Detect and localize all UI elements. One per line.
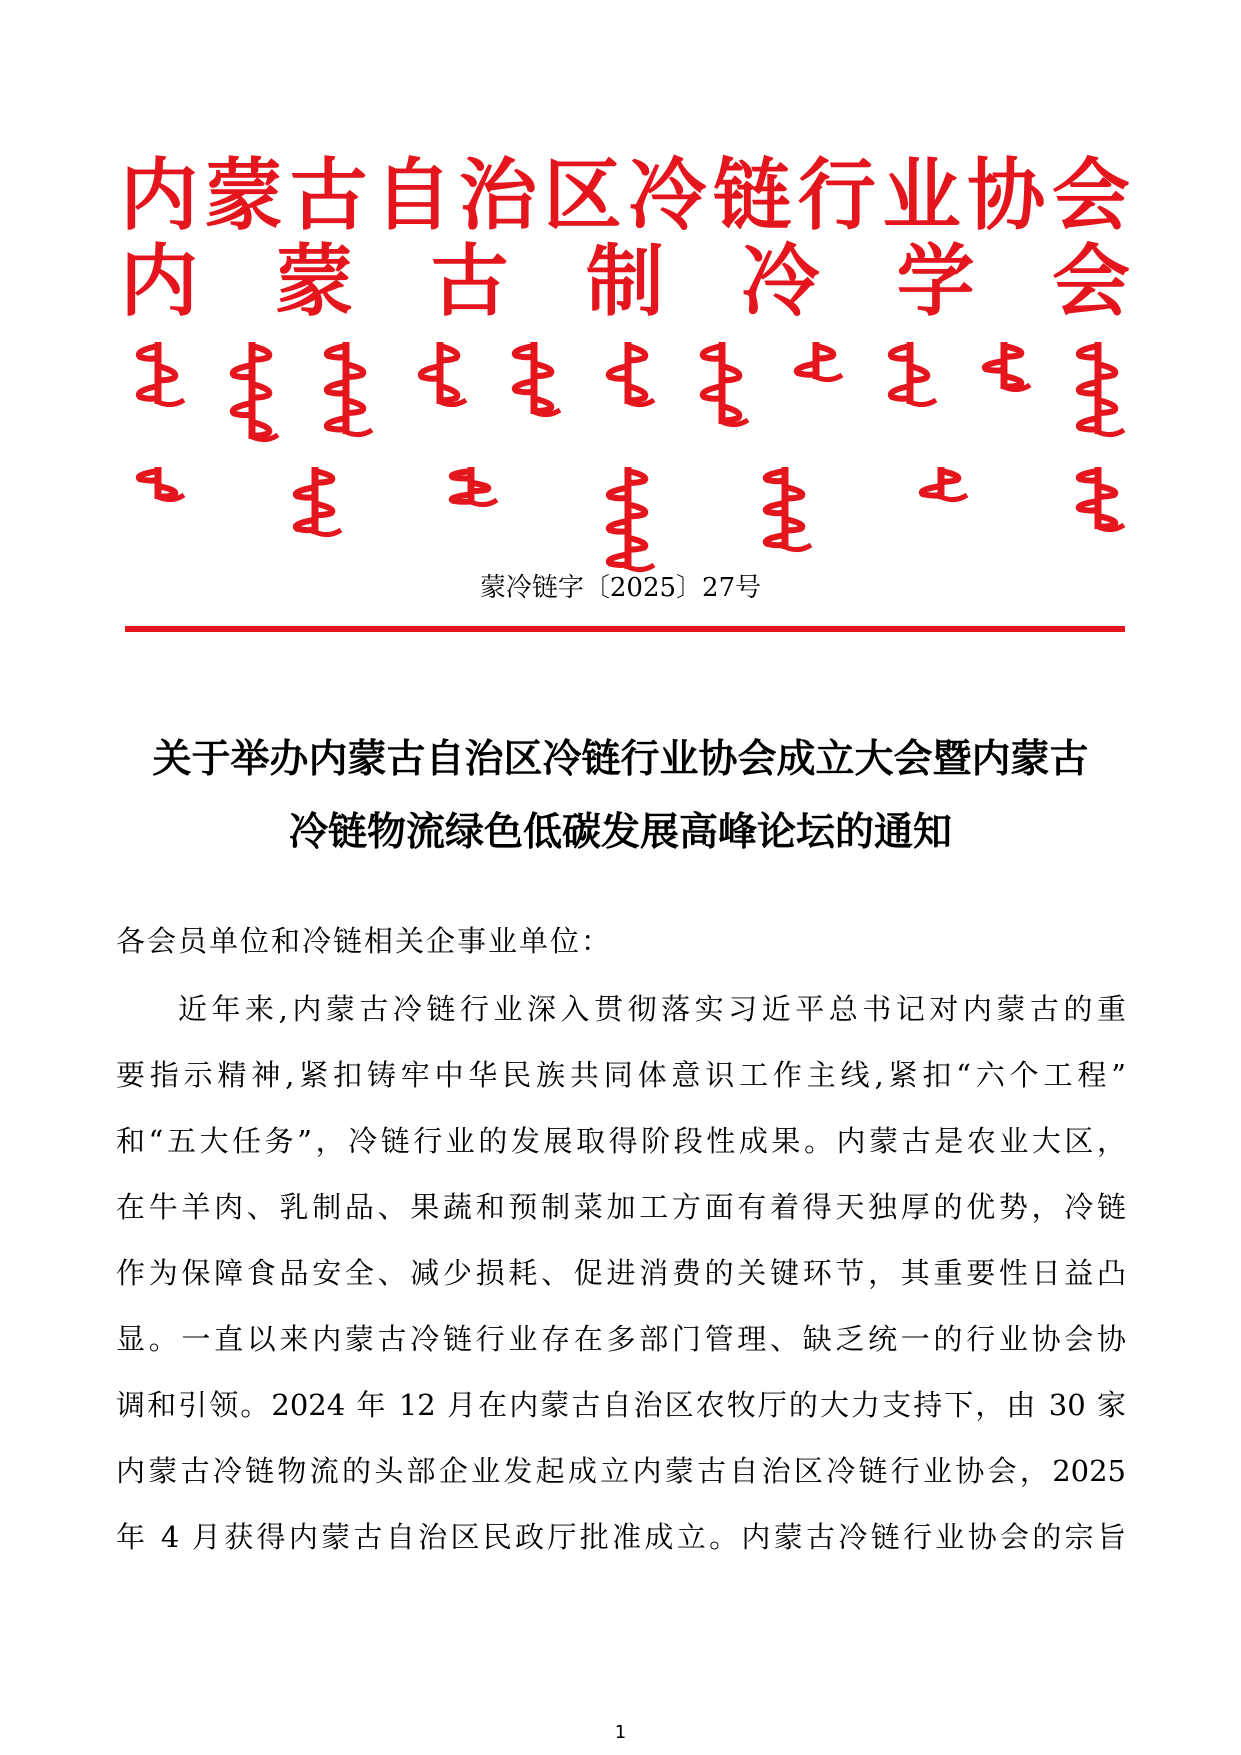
mongolian-word-glyph <box>903 465 973 505</box>
org_line_2-char: 学 <box>896 237 975 327</box>
body-text-line: 调和引领。2024 年 12 月在内蒙古自治区农牧厅的大力支持下，由 30 家 <box>116 1388 1126 1422</box>
org_line_1-char: 冷 <box>628 151 707 241</box>
body-text-line: 年 4 月获得内蒙古自治区民政厅批准成立。内蒙古冷链行业协会的宗旨 <box>116 1520 1126 1554</box>
org_line_1-char: 古 <box>289 151 368 241</box>
org_line_2-char: 制 <box>585 237 664 327</box>
org_line_1-char: 蒙 <box>204 151 283 241</box>
mongolian-word-glyph <box>402 340 472 410</box>
mongolian-word-glyph <box>778 340 848 385</box>
body-text-line: 显。一直以来内蒙古冷链行业存在多部门管理、缺乏统一的行业协会协 <box>116 1322 1126 1356</box>
mongolian-word-glyph <box>1060 465 1130 535</box>
red-divider-rule <box>125 626 1125 632</box>
body-text-line: 要指示精神,紧扣铸牢中华民族共同体意识工作主线,紧扣“六个工程” <box>116 1058 1126 1092</box>
mongolian-word-glyph <box>496 340 566 420</box>
org_line_1-char: 区 <box>543 151 622 241</box>
mongolian-word-glyph <box>590 340 660 410</box>
org_line_1-char: 治 <box>458 151 537 241</box>
mongolian-word-glyph <box>120 340 190 410</box>
body-text-line: 作为保障食品安全、减少损耗、促进消费的关键环节，其重要性日益凸 <box>116 1256 1126 1290</box>
mongolian-word-glyph <box>966 340 1036 395</box>
org_line_2-char: 冷 <box>741 237 820 327</box>
body-text-line: 和“五大任务”，冷链行业的发展取得阶段性成果。内蒙古是农业大区， <box>116 1124 1126 1158</box>
mongolian-word-glyph <box>214 340 284 445</box>
document-number: 蒙冷链字〔2025〕27号 <box>479 573 762 603</box>
org_line_1-char: 协 <box>967 151 1046 241</box>
document-title-line-2: 冷链物流绿色低碳发展高峰论坛的通知 <box>288 810 952 855</box>
mongolian-word-glyph <box>684 340 754 430</box>
salutation: 各会员单位和冷链相关企事业单位： <box>116 924 613 958</box>
mongolian-word-glyph <box>120 465 190 505</box>
document-title-line-1: 关于举办内蒙古自治区冷链行业协会成立大会暨内蒙古 <box>152 737 1089 782</box>
mongolian-word-glyph <box>590 465 660 575</box>
mongolian-word-glyph <box>1060 340 1130 440</box>
org_line_1-char: 会 <box>1051 151 1130 241</box>
org_line_1-char: 行 <box>797 151 876 241</box>
body-text-line: 近年来,内蒙古冷链行业深入贯彻落实习近平总书记对内蒙古的重 <box>178 992 1126 1026</box>
org_line_2-char: 蒙 <box>275 237 354 327</box>
mongolian-word-glyph <box>747 465 817 555</box>
org_line_1-char: 内 <box>120 151 199 241</box>
org_line_2-char: 会 <box>1051 237 1130 327</box>
mongolian-word-glyph <box>277 465 347 540</box>
mongolian-org-name-line-1 <box>120 340 1130 460</box>
org_line_1-char: 链 <box>713 151 792 241</box>
body-text-line: 内蒙古冷链物流的头部企业发起成立内蒙古自治区冷链行业协会，2025 <box>116 1454 1126 1488</box>
mongolian-org-name-line-2 <box>120 465 1130 575</box>
mongolian-word-glyph <box>308 340 378 440</box>
page-number: 1 <box>614 1722 627 1743</box>
org_line_2-char: 古 <box>430 237 509 327</box>
org-name-line-2 <box>120 238 1130 326</box>
org_line_2-char: 内 <box>120 237 199 327</box>
org_line_1-char: 自 <box>374 151 453 241</box>
org_line_1-char: 业 <box>882 151 961 241</box>
mongolian-word-glyph <box>433 465 503 510</box>
org-name-line-1 <box>120 152 1130 240</box>
body-text-line: 在牛羊肉、乳制品、果蔬和预制菜加工方面有着得天独厚的优势，冷链 <box>116 1190 1126 1224</box>
mongolian-word-glyph <box>872 340 942 410</box>
